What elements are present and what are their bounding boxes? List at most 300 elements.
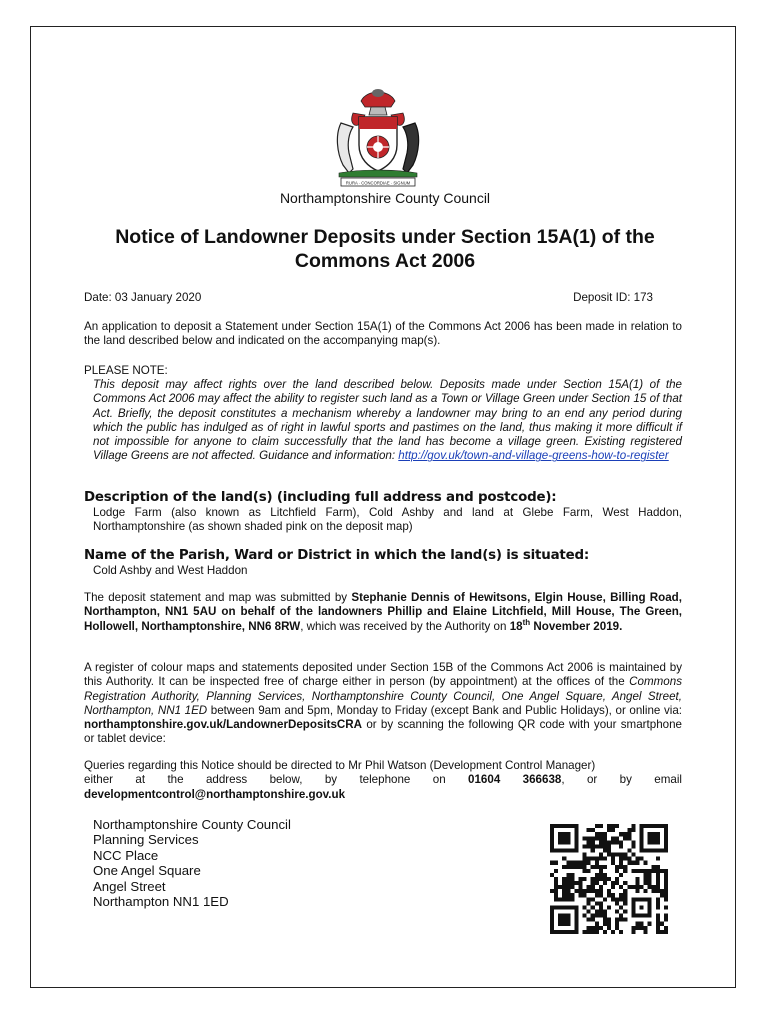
qr-module bbox=[627, 848, 631, 852]
qr-module bbox=[587, 844, 591, 848]
qr-module bbox=[587, 828, 591, 832]
queries-contact-line: either at the address below, by telephone on 01604 366638, or by email bbox=[84, 773, 682, 787]
qr-module bbox=[623, 836, 627, 840]
qr-module bbox=[615, 840, 619, 844]
qr-module bbox=[611, 881, 615, 885]
qr-module bbox=[656, 865, 660, 869]
qr-module bbox=[595, 877, 599, 881]
qr-code-icon[interactable] bbox=[550, 824, 668, 934]
qr-module bbox=[595, 914, 599, 918]
description-heading: Description of the land(s) (including full address and postcode): bbox=[84, 490, 557, 505]
qr-module bbox=[656, 922, 660, 926]
submission-paragraph: The deposit statement and map was submitted by Stephanie Dennis of Hewitsons, Elgin House, Billing Road, Northampton, NN1 5AU on behalf of the landowners Phillip and Elaine Litchfield, Mill House, The Green, Hollowell, Northamptonshire, NN6 8RW, which was received by the Authority on 18th November 2019. bbox=[84, 591, 682, 633]
qr-module bbox=[591, 889, 595, 893]
qr-module bbox=[599, 832, 603, 836]
qr-module bbox=[664, 885, 668, 889]
qr-module bbox=[656, 873, 660, 877]
qr-module bbox=[587, 910, 591, 914]
phone-part-a: 01604 bbox=[468, 773, 501, 787]
qr-module bbox=[566, 865, 570, 869]
qr-module bbox=[627, 828, 631, 832]
qr-module bbox=[652, 869, 656, 873]
please-note-text: This deposit may affect rights over the land described below. Deposits made under Section 15A(1) of the Commons Act 2006 may affect the ability to register such land as a Town or Village Green under Section 15 of that Act. Briefly, the deposit constitutes a mechanism whereby a landowner may bring to an end any period during which the public has indulged as of right in lawful sports and pastimes on the land, thus making it more difficult if not impossible for anyone to claim successfully that the land has become a village green. Existing registered Village Greens are not affected. Guidance and information: http://gov.uk/town-and-village-greens-how-to-register bbox=[93, 378, 682, 463]
qr-module bbox=[570, 873, 574, 877]
qr-module bbox=[574, 889, 578, 893]
qr-module bbox=[587, 857, 591, 861]
qr-module bbox=[615, 865, 619, 869]
qr-module bbox=[587, 840, 591, 844]
qr-module bbox=[648, 922, 652, 926]
qr-module bbox=[603, 877, 607, 881]
register-url[interactable]: northamptonshire.gov.uk/LandownerDepositsCRA bbox=[84, 718, 363, 732]
qr-module bbox=[566, 897, 570, 901]
qr-module bbox=[578, 893, 582, 897]
qr-module bbox=[644, 930, 648, 934]
qr-module bbox=[566, 893, 570, 897]
qr-module bbox=[566, 877, 570, 881]
qr-module bbox=[566, 881, 570, 885]
qr-module bbox=[591, 905, 595, 909]
qr-module bbox=[574, 861, 578, 865]
qr-module bbox=[640, 885, 644, 889]
please-note-label: PLEASE NOTE: bbox=[84, 364, 168, 377]
qr-module bbox=[635, 926, 639, 930]
qr-module bbox=[595, 865, 599, 869]
qr-module bbox=[583, 905, 587, 909]
qr-module bbox=[631, 840, 635, 844]
phone-part-b: 366638 bbox=[522, 773, 562, 787]
qr-module bbox=[619, 893, 623, 897]
qr-module bbox=[664, 930, 668, 934]
qr-module bbox=[599, 889, 603, 893]
qr-module bbox=[607, 824, 611, 828]
qr-module bbox=[574, 881, 578, 885]
qr-module bbox=[583, 893, 587, 897]
qr-module bbox=[652, 885, 656, 889]
qr-module bbox=[595, 824, 599, 828]
qr-module bbox=[607, 877, 611, 881]
qr-module bbox=[611, 853, 615, 857]
guidance-link[interactable]: http://gov.uk/town-and-village-greens-how-to-register bbox=[398, 449, 669, 463]
qr-module bbox=[587, 861, 591, 865]
qr-module bbox=[603, 857, 607, 861]
qr-module bbox=[599, 914, 603, 918]
qr-module bbox=[591, 914, 595, 918]
register-paragraph: A register of colour maps and statements deposited under Section 15B of the Commons Act 2006 is maintained by this Authority. It can be inspected free of charge either in person (by appointment) at the offices of the Commons Registration Authority, Planning Services, Northamptonshire County Council, One Angel Square, Angel Street, Northampton, NN1 1ED between 9am and 5pm, Monday to Friday (except Bank and Public Holidays), or online via: northamptonshire.gov.uk/LandownerDepositsCRA or by scanning the following QR code with your smartphone or tablet device: bbox=[84, 661, 682, 746]
qr-module bbox=[644, 889, 648, 893]
qr-module bbox=[619, 840, 623, 844]
qr-module bbox=[664, 893, 668, 897]
qr-module bbox=[595, 922, 599, 926]
qr-module bbox=[599, 873, 603, 877]
qr-module bbox=[603, 840, 607, 844]
qr-module bbox=[554, 897, 558, 901]
deposit-id: Deposit ID: 173 bbox=[573, 291, 653, 304]
qr-module bbox=[664, 905, 668, 909]
qr-module bbox=[631, 828, 635, 832]
qr-module bbox=[619, 832, 623, 836]
qr-module bbox=[562, 857, 566, 861]
qr-module bbox=[619, 914, 623, 918]
qr-module bbox=[656, 901, 660, 905]
qr-module bbox=[631, 930, 635, 934]
qr-module bbox=[591, 865, 595, 869]
qr-module bbox=[611, 836, 615, 840]
qr-module bbox=[623, 893, 627, 897]
qr-module bbox=[583, 853, 587, 857]
qr-module bbox=[558, 897, 562, 901]
qr-module bbox=[558, 885, 562, 889]
qr-module bbox=[640, 922, 644, 926]
qr-module bbox=[554, 861, 558, 865]
qr-module bbox=[599, 853, 603, 857]
qr-module bbox=[615, 824, 619, 828]
qr-module bbox=[664, 918, 668, 922]
qr-module bbox=[656, 918, 660, 922]
qr-module bbox=[599, 844, 603, 848]
qr-module bbox=[615, 897, 619, 901]
qr-module bbox=[562, 889, 566, 893]
qr-module bbox=[607, 853, 611, 857]
qr-module bbox=[595, 836, 599, 840]
qr-module bbox=[587, 926, 591, 930]
parish-text: Cold Ashby and West Haddon bbox=[93, 564, 248, 577]
qr-module bbox=[599, 910, 603, 914]
qr-module bbox=[611, 930, 615, 934]
qr-module bbox=[583, 836, 587, 840]
contact-email[interactable]: developmentcontrol@northamptonshire.gov.uk bbox=[84, 787, 346, 801]
qr-module bbox=[603, 930, 607, 934]
qr-module bbox=[623, 889, 627, 893]
qr-module bbox=[631, 853, 635, 857]
qr-module bbox=[595, 844, 599, 848]
intro-paragraph: An application to deposit a Statement under Section 15A(1) of the Commons Act 2006 has been made in relation to the land described below and indicated on the accompanying map(s). bbox=[84, 320, 682, 348]
qr-module bbox=[611, 857, 615, 861]
qr-module bbox=[656, 905, 660, 909]
qr-module bbox=[648, 885, 652, 889]
qr-module bbox=[631, 885, 635, 889]
qr-module bbox=[587, 836, 591, 840]
qr-module bbox=[607, 922, 611, 926]
qr-module bbox=[554, 869, 558, 873]
qr-module bbox=[599, 857, 603, 861]
qr-module bbox=[664, 914, 668, 918]
qr-module bbox=[583, 877, 587, 881]
qr-module bbox=[611, 840, 615, 844]
qr-module bbox=[562, 865, 566, 869]
qr-module bbox=[615, 922, 619, 926]
qr-module bbox=[664, 873, 668, 877]
qr-module bbox=[599, 824, 603, 828]
qr-module bbox=[631, 844, 635, 848]
qr-module bbox=[615, 853, 619, 857]
qr-module bbox=[611, 893, 615, 897]
qr-module bbox=[566, 861, 570, 865]
qr-module bbox=[644, 881, 648, 885]
qr-module bbox=[664, 881, 668, 885]
qr-module bbox=[599, 840, 603, 844]
qr-module bbox=[583, 869, 587, 873]
qr-module bbox=[648, 877, 652, 881]
qr-module bbox=[648, 873, 652, 877]
qr-module bbox=[623, 918, 627, 922]
qr-module bbox=[607, 889, 611, 893]
qr-module bbox=[656, 869, 660, 873]
qr-module bbox=[615, 836, 619, 840]
qr-module bbox=[635, 877, 639, 881]
qr-module bbox=[591, 836, 595, 840]
qr-module bbox=[607, 893, 611, 897]
qr-module bbox=[627, 857, 631, 861]
qr-module bbox=[554, 893, 558, 897]
qr-module bbox=[627, 836, 631, 840]
qr-module bbox=[587, 901, 591, 905]
qr-module bbox=[570, 865, 574, 869]
qr-module bbox=[660, 930, 664, 934]
qr-module bbox=[619, 930, 623, 934]
qr-module bbox=[554, 877, 558, 881]
qr-module bbox=[595, 881, 599, 885]
qr-module bbox=[644, 873, 648, 877]
postal-address: Northamptonshire County Council Planning Services NCC Place One Angel Square Angel Street Northampton NN1 1ED bbox=[93, 817, 291, 910]
qr-module bbox=[644, 869, 648, 873]
qr-module bbox=[656, 877, 660, 881]
qr-module bbox=[570, 897, 574, 901]
qr-module bbox=[599, 836, 603, 840]
qr-module bbox=[595, 861, 599, 865]
qr-module bbox=[656, 881, 660, 885]
qr-module bbox=[635, 861, 639, 865]
qr-module bbox=[611, 885, 615, 889]
qr-module bbox=[587, 889, 591, 893]
qr-module bbox=[631, 869, 635, 873]
qr-module bbox=[615, 877, 619, 881]
qr-module bbox=[603, 873, 607, 877]
qr-module bbox=[656, 885, 660, 889]
qr-module bbox=[591, 926, 595, 930]
qr-module bbox=[562, 881, 566, 885]
qr-module bbox=[635, 922, 639, 926]
qr-module bbox=[627, 885, 631, 889]
qr-module bbox=[591, 848, 595, 852]
qr-module bbox=[591, 877, 595, 881]
qr-module bbox=[599, 893, 603, 897]
qr-module bbox=[615, 901, 619, 905]
notice-date: Date: 03 January 2020 bbox=[84, 291, 202, 304]
qr-module bbox=[615, 910, 619, 914]
qr-module bbox=[591, 881, 595, 885]
qr-module bbox=[640, 869, 644, 873]
qr-module bbox=[640, 926, 644, 930]
qr-module bbox=[623, 881, 627, 885]
qr-module bbox=[599, 905, 603, 909]
qr-module bbox=[583, 930, 587, 934]
qr-module bbox=[591, 897, 595, 901]
qr-module bbox=[611, 897, 615, 901]
qr-module bbox=[660, 922, 664, 926]
qr-module bbox=[570, 893, 574, 897]
qr-module bbox=[554, 885, 558, 889]
qr-module bbox=[603, 836, 607, 840]
qr-module bbox=[587, 869, 591, 873]
qr-module bbox=[648, 881, 652, 885]
qr-module bbox=[607, 926, 611, 930]
qr-module bbox=[664, 869, 668, 873]
qr-module bbox=[595, 832, 599, 836]
qr-module bbox=[611, 861, 615, 865]
qr-module bbox=[607, 840, 611, 844]
qr-module bbox=[591, 930, 595, 934]
qr-module bbox=[607, 844, 611, 848]
qr-module bbox=[566, 873, 570, 877]
qr-module bbox=[664, 889, 668, 893]
qr-module bbox=[631, 926, 635, 930]
qr-module bbox=[562, 877, 566, 881]
page-title: Notice of Landowner Deposits under Section 15A(1) of the Commons Act 2006 bbox=[115, 226, 655, 272]
qr-module bbox=[562, 885, 566, 889]
qr-module bbox=[599, 926, 603, 930]
qr-module bbox=[578, 889, 582, 893]
qr-module bbox=[611, 828, 615, 832]
qr-module bbox=[578, 881, 582, 885]
qr-module bbox=[583, 865, 587, 869]
qr-module bbox=[652, 865, 656, 869]
qr-module bbox=[603, 881, 607, 885]
qr-module bbox=[623, 853, 627, 857]
qr-module bbox=[595, 910, 599, 914]
qr-module bbox=[550, 889, 554, 893]
qr-module bbox=[635, 881, 639, 885]
qr-module bbox=[595, 930, 599, 934]
qr-module bbox=[644, 926, 648, 930]
qr-module bbox=[656, 889, 660, 893]
qr-module bbox=[648, 869, 652, 873]
qr-module bbox=[603, 848, 607, 852]
qr-module bbox=[603, 910, 607, 914]
qr-module bbox=[550, 861, 554, 865]
qr-module bbox=[591, 828, 595, 832]
council-crest-logo bbox=[331, 83, 425, 189]
qr-module bbox=[635, 869, 639, 873]
qr-module bbox=[591, 885, 595, 889]
qr-module bbox=[570, 861, 574, 865]
qr-module bbox=[591, 918, 595, 922]
parish-heading: Name of the Parish, Ward or District in which the land(s) is situated: bbox=[84, 548, 590, 563]
qr-module bbox=[603, 865, 607, 869]
qr-module bbox=[635, 889, 639, 893]
qr-module bbox=[627, 861, 631, 865]
qr-module bbox=[595, 901, 599, 905]
qr-module bbox=[640, 857, 644, 861]
qr-module bbox=[619, 861, 623, 865]
qr-module bbox=[619, 918, 623, 922]
qr-module bbox=[595, 926, 599, 930]
qr-module bbox=[599, 877, 603, 881]
qr-module bbox=[603, 918, 607, 922]
qr-module bbox=[603, 832, 607, 836]
qr-module bbox=[583, 857, 587, 861]
qr-module bbox=[591, 857, 595, 861]
qr-module bbox=[623, 869, 627, 873]
qr-module bbox=[587, 897, 591, 901]
qr-module bbox=[607, 918, 611, 922]
qr-module bbox=[583, 844, 587, 848]
qr-module bbox=[656, 930, 660, 934]
qr-module bbox=[603, 844, 607, 848]
qr-module bbox=[615, 918, 619, 922]
qr-module bbox=[595, 873, 599, 877]
qr-module bbox=[562, 893, 566, 897]
qr-module bbox=[664, 897, 668, 901]
qr-module bbox=[607, 905, 611, 909]
qr-module bbox=[664, 877, 668, 881]
qr-module bbox=[644, 861, 648, 865]
qr-module bbox=[578, 861, 582, 865]
qr-module bbox=[554, 881, 558, 885]
qr-module bbox=[591, 840, 595, 844]
qr-module bbox=[578, 877, 582, 881]
qr-module bbox=[599, 901, 603, 905]
qr-module bbox=[623, 857, 627, 861]
crest-motto: RURA · CONCORDIAE · SIGNUM bbox=[345, 180, 411, 186]
qr-module bbox=[664, 926, 668, 930]
queries-paragraph: Queries regarding this Notice should be directed to Mr Phil Watson (Development Control Manager) either at the address below, by telephone on 01604 366638, or by email developmentcontrol@northamptonshire.gov.uk bbox=[84, 759, 682, 801]
qr-module bbox=[570, 877, 574, 881]
qr-module bbox=[595, 889, 599, 893]
qr-module bbox=[587, 930, 591, 934]
qr-module bbox=[619, 844, 623, 848]
qr-module bbox=[660, 893, 664, 897]
qr-module bbox=[623, 901, 627, 905]
qr-module bbox=[603, 922, 607, 926]
qr-module bbox=[587, 885, 591, 889]
qr-module bbox=[627, 832, 631, 836]
qr-module bbox=[631, 861, 635, 865]
qr-module bbox=[611, 824, 615, 828]
qr-module bbox=[591, 844, 595, 848]
qr-module bbox=[619, 853, 623, 857]
qr-module bbox=[615, 926, 619, 930]
qr-module bbox=[603, 897, 607, 901]
qr-module bbox=[623, 910, 627, 914]
qr-module bbox=[623, 865, 627, 869]
qr-module bbox=[583, 889, 587, 893]
qr-module bbox=[583, 861, 587, 865]
qr-module bbox=[656, 926, 660, 930]
qr-module bbox=[656, 914, 660, 918]
qr-module bbox=[603, 914, 607, 918]
description-text: Lodge Farm (also known as Litchfield Farm), Cold Ashby and land at Glebe Farm, West Haddon, Northamptonshire (as shown shaded pink on the deposit map) bbox=[93, 506, 682, 534]
qr-module bbox=[550, 873, 554, 877]
qr-module bbox=[623, 897, 627, 901]
qr-module bbox=[595, 893, 599, 897]
qr-module bbox=[619, 905, 623, 909]
qr-module bbox=[619, 865, 623, 869]
qr-module bbox=[631, 824, 635, 828]
qr-module bbox=[644, 877, 648, 881]
qr-module bbox=[619, 857, 623, 861]
qr-module bbox=[652, 889, 656, 893]
qr-module bbox=[635, 857, 639, 861]
qr-module bbox=[566, 885, 570, 889]
qr-module bbox=[566, 889, 570, 893]
qr-module bbox=[599, 865, 603, 869]
qr-module bbox=[660, 889, 664, 893]
qr-module bbox=[619, 897, 623, 901]
qr-module bbox=[619, 885, 623, 889]
qr-module bbox=[623, 832, 627, 836]
qr-module bbox=[578, 865, 582, 869]
